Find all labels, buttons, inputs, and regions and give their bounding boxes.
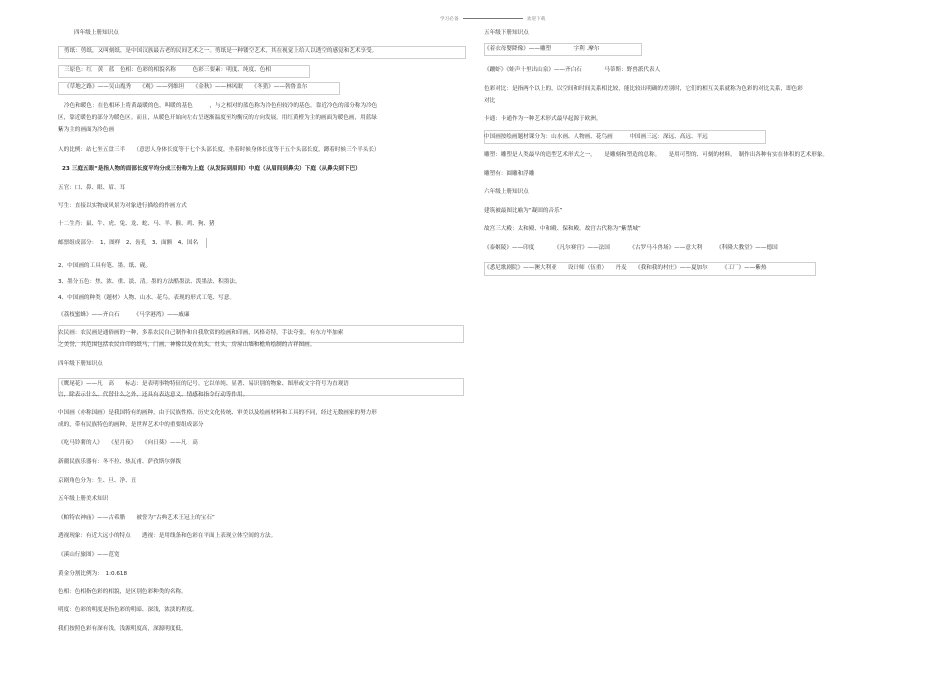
text-line: 中国画按绘画题材课分为：山水画、人物画、花鸟画 中国画三远：深远、高远、平远 <box>484 134 708 140</box>
section-title: 六年级上册知识点 <box>484 189 529 195</box>
text-line: 3、墨分五色：焦、浓、重、淡、清。墨的方法酷墨法、泼墨法、积墨法。 <box>58 279 241 285</box>
text-line: 明度：色彩的明度是指色彩的明暗、深浅，浓淡的程度。 <box>58 607 198 613</box>
section-title: 四年级下册知识点 <box>58 361 103 367</box>
text-line: 农民画：农民画是通俗画的一种，多系农民自己制作和自我欣赏的绘画和印画，风格奇特，手法夸张，有东方毕加索 <box>58 330 344 336</box>
text-line: 冷色和暖色：在色相环上将黄最暖的色，叫暖的基色 ，与之相对的蓝色称为冷色但较冷的基色。靠近冷色的部分称为冷色 <box>64 103 378 109</box>
text-line: 新疆民族乐器有：冬不拉、热瓦甫、萨孜斯尔弹拨 <box>58 459 182 465</box>
text-line: 《鹰尾花》——凡 高 标志：是表明事物特征的记号。它以单纯、显著、易识别的物象、图形或文字符号为直观语 <box>58 381 349 387</box>
text-line: 《帕特农神庙》——古希腊 被誉为“古典艺术王冠上的宝石” <box>58 515 215 521</box>
text-line: 言，除表示什么、代替什么之外，还具有表达意义、情感和指令行动等作用。 <box>58 392 249 398</box>
text-line: 23 三庭五眼“是指人物的面部长度平均分成三份称为上庭（从发际到眉间）中庭（从眉间到鼻尖）下庭（从鼻尖到下巴） <box>62 166 361 172</box>
text-line: 紫为主的画面为冷色画 <box>58 127 114 133</box>
watermark-rule <box>463 18 523 19</box>
text-line: 《泰姬陵》——印度 《凡尔赛宫》——法国 《古罗马斗兽场》——意大利 《科隆大教堂》——德国 <box>484 245 778 251</box>
section-title: 五年级下册知识点 <box>484 30 529 36</box>
watermark-left: 学习必备 <box>440 17 459 22</box>
text-line: 《着衣母婴降像》——雕塑 字利 .摩尔 <box>484 46 600 52</box>
text-line: 五官：口、鼻、眼、眉、耳 <box>58 185 126 191</box>
text-line: 黄金分割比例为： 1:0.618 <box>58 571 128 577</box>
watermark-right: 欢迎下载 <box>526 17 546 22</box>
text-line: 雕塑：雕塑是人类最早的造型艺术形式之一。 是雕刻和塑造的总称。 是用可塑的、可刻的材料， 制作出各种有实在体积的艺术形象。 <box>484 152 829 158</box>
text-line: 中国画（亦称国画）是我国特有的画种，由于民族性格、历史文化传统、审美以及绘画材料和工具的不同，经过无数画家的努力形 <box>58 410 377 416</box>
divider <box>206 238 207 248</box>
text-line: 《悉尼歌剧院》——澳大利亚 设计师（伍重） 丹麦 《我和我的村庄》——夏加尔 《工厂》——紫热 <box>484 265 767 271</box>
text-line: 成的，带有民族特色的画种，是世界艺术中的重要组成部分 <box>58 422 204 428</box>
text-line: 写生：直接以实物或风景为对象进行描绘的作画方式 <box>58 203 187 209</box>
text-line: 对比 <box>484 98 496 104</box>
text-line: 《蹦虾》《蛙声十里出山泉》——齐白石 马蒂斯：野兽派代表人 <box>484 67 661 73</box>
text-line: 之美誉，其范围包括农民自印的纸马，门画，神像以及在炕头，灶头，房屋山墙和檐角绘制的吉祥图画。 <box>58 342 316 348</box>
text-line: 十二生肖：鼠、牛、虎、兔、龙、蛇、马、羊、猴、鸡、狗、猪 <box>58 221 215 227</box>
text-line: 《溪山行旅图》——范宽 <box>58 552 120 558</box>
text-line: 三原色：红 黄 蓝 色相：色彩的相貌名称 色彩三要素：明度、纯度、色相 <box>64 67 271 73</box>
watermark <box>440 16 546 22</box>
text-line: 故宫三大殿：太和殿、中和殿、保和殿。故宫古代称为“紫禁城” <box>484 226 641 232</box>
text-line: 2、中国画的工具有笔、墨、纸、砚。 <box>58 263 152 269</box>
text-line: 区，靠近暖色的部分为暖色区。而且，从暖色开始向左右呈逐渐温度至均衡反的方向发展。用红黄橙为主的画面为暖色画，用蓝绿 <box>58 115 377 121</box>
text-line: 京剧角色分为：生、旦、净、丑 <box>58 478 137 484</box>
text-line: 色彩对比：是指两个以上的，以空间和时间关系相比较，能比较出明确的差别时，它们的相互关系就称为色彩的对比关系，即色彩 <box>484 86 803 92</box>
text-line: 人的比例：站七坐五盘三半 （意思人身体长度等于七个头部长度，坐着时候身体长度等于五个头部长度，蹲着时候三个半头长） <box>58 147 380 153</box>
text-line: 《荔枝蜜蜂》——齐白石 《马学港湾》——戚廉 <box>58 312 190 318</box>
text-line: 透视现象：有近大远小的特点 透视：是用线条和色彩在平面上表现立体空间的方法。 <box>58 533 277 539</box>
text-line: 《草地之路》——吴山胤秀 《观》——列维坦 《金秋》——林风眠 《冬猎》——勃鲁盖尔 <box>64 84 308 90</box>
section-title: 四年级上册知识点 <box>74 30 119 36</box>
text-line: 剪纸：剪纸，又叫刻纸，是中国汉族最古老的民间艺术之一。剪纸是一种镂空艺术，其在视觉上给人以透空的感觉和艺术享受。 <box>64 48 378 54</box>
text-line: 色相：色相指色彩的相貌，是区别色彩种类的名称。 <box>58 589 187 595</box>
section-title: 五年级上册美术知识 <box>58 496 109 502</box>
text-line: 雕塑有：圆雕和浮雕 <box>484 171 535 177</box>
text-line: 邮票组成部分： 1、图样 2、齿孔 3、面额 4、国名 <box>58 240 199 246</box>
text-line: 卡通：卡通作为一种艺术形式最早起源于欧洲。 <box>484 116 602 122</box>
text-line: 我们按照色彩有深有浅，浅源明度高，深源明度低。 <box>58 626 187 632</box>
text-line: 4、中国画的种类（题材）人物、山水、花鸟。表现的形式工笔、写意。 <box>58 295 235 301</box>
text-line: 《吃马铃薯的人》 《星月夜》 《向日葵》——凡 高 <box>58 440 198 446</box>
text-line: 建筑被最图比喻为“凝固的音乐” <box>484 208 563 214</box>
